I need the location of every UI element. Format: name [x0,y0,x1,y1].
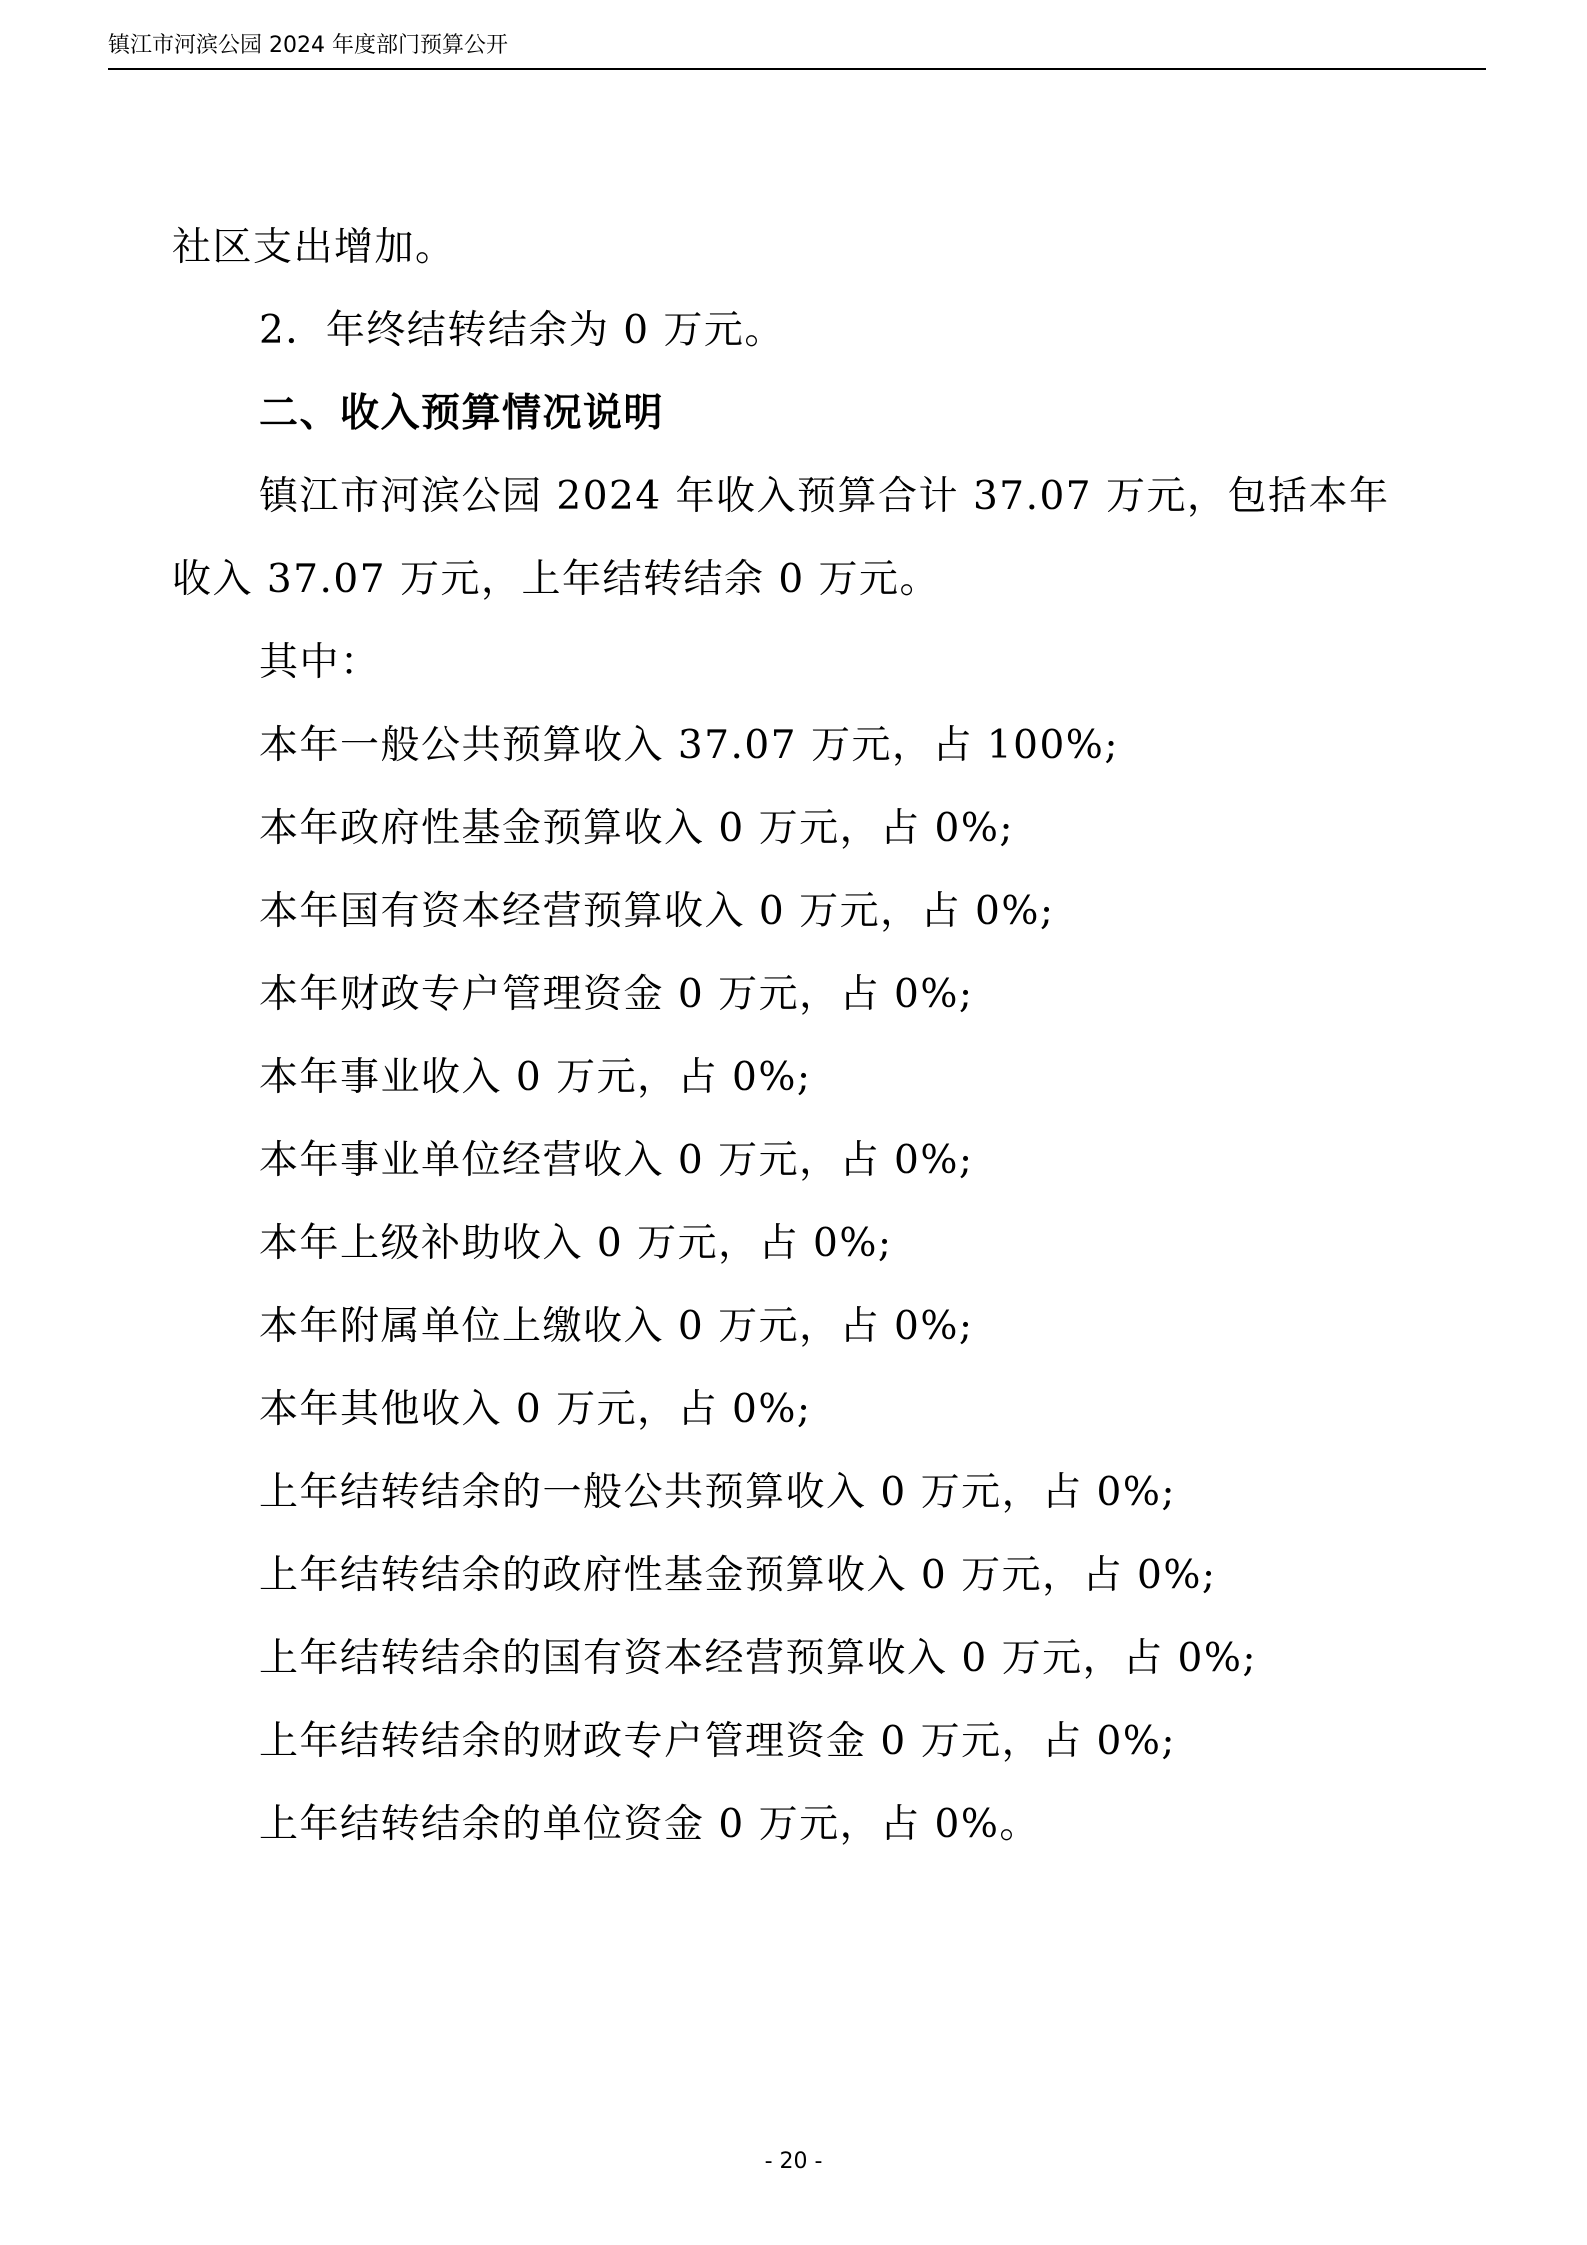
list-item: 本年其他收入 0 万元，占 0%; [259,1387,812,1432]
list-item: 上年结转结余的财政专户管理资金 0 万元，占 0%; [259,1719,1177,1764]
list-item: 本年上级补助收入 0 万元，占 0%; [259,1221,893,1266]
paragraph-line: 镇江市河滨公园 2024 年收入预算合计 37.07 万元，包括本年 [259,474,1390,519]
list-item: 本年财政专户管理资金 0 万元，占 0%; [259,972,974,1017]
page-header [108,28,1486,70]
list-item: 本年事业收入 0 万元，占 0%; [259,1055,812,1100]
text-line: 其中： [259,640,381,685]
header-title: 镇江市河滨公园 2024 年度部门预算公开 [108,33,508,58]
list-item: 本年政府性基金预算收入 0 万元，占 0%; [259,806,1015,851]
text-line: 社区支出增加。 [172,225,456,270]
section-heading: 二、收入预算情况说明 [259,391,665,436]
text-line: 2．年终结转结余为 0 万元。 [259,308,785,353]
list-item: 本年国有资本经营预算收入 0 万元，占 0%; [259,889,1055,934]
document-body [172,206,1432,1866]
list-item: 本年事业单位经营收入 0 万元，占 0%; [259,1138,974,1183]
list-item: 上年结转结余的单位资金 0 万元，占 0%。 [259,1802,1040,1847]
list-item: 上年结转结余的国有资本经营预算收入 0 万元，占 0%; [259,1636,1258,1681]
list-item: 本年一般公共预算收入 37.07 万元，占 100%; [259,723,1119,768]
list-item: 上年结转结余的政府性基金预算收入 0 万元，占 0%; [259,1553,1217,1598]
list-item: 上年结转结余的一般公共预算收入 0 万元，占 0%; [259,1470,1177,1515]
page-number: - 20 - [764,2149,823,2174]
list-item: 本年附属单位上缴收入 0 万元，占 0%; [259,1304,974,1349]
paragraph-line: 收入 37.07 万元，上年结转结余 0 万元。 [172,557,941,602]
